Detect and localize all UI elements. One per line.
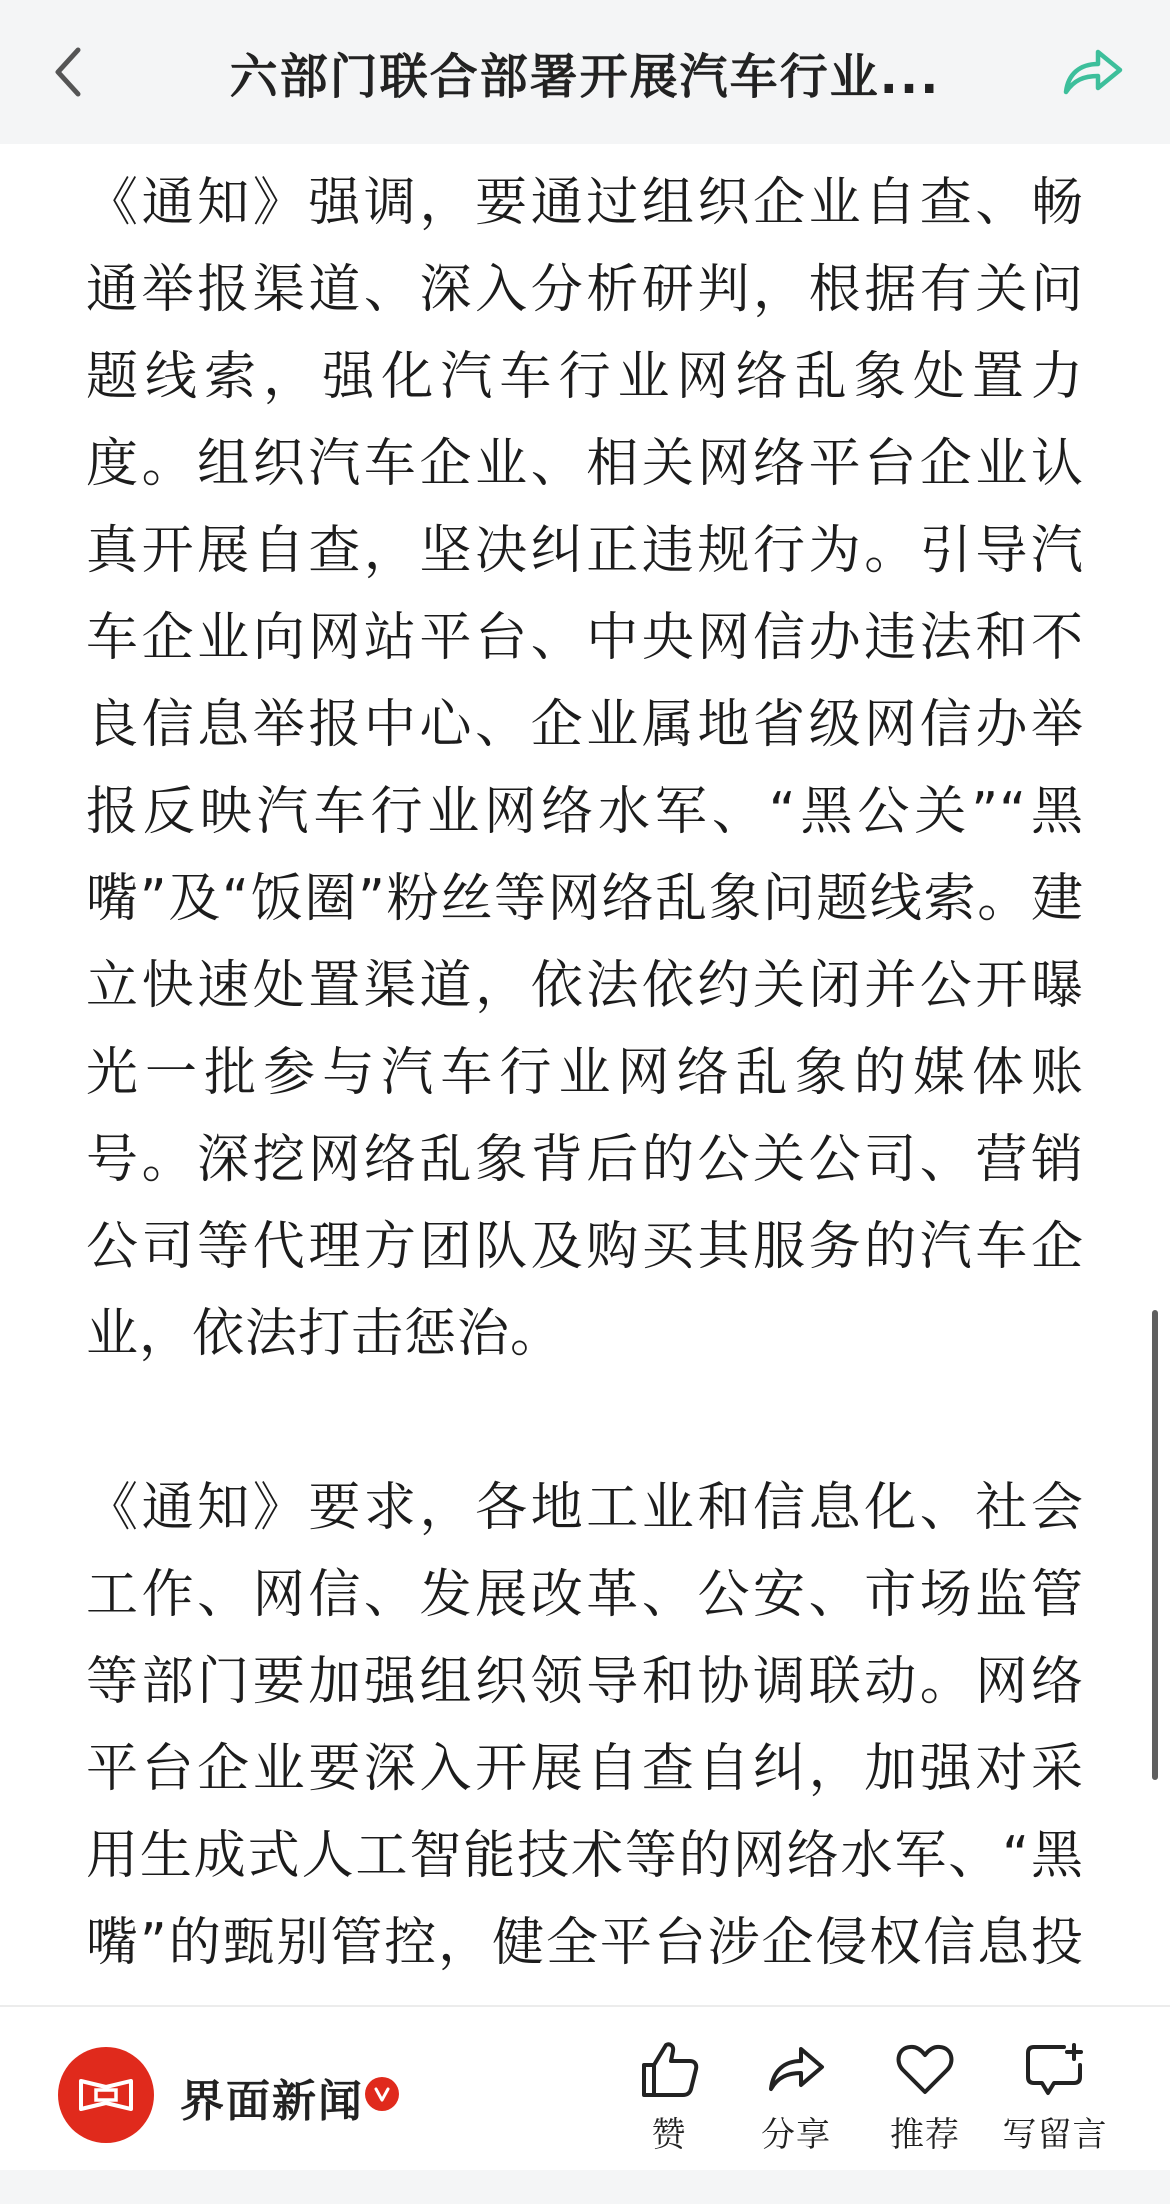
- article-body: [86, 160, 1084, 2000]
- write-comment-button[interactable]: [988, 2037, 1122, 2157]
- chevron-left-icon: [48, 44, 88, 100]
- article-paragraph-2: 《通知》要求，各地工业和信息化、社会工作、网信、发展改革、公安、市场监管等部门要加强组织领导和协调联动。网络平台企业要深入开展自查自纠，加强对采用生成式人工智能技术等的网络水军、“黑嘴”的甄别管控，健全平台涉企侵权信息投: [86, 1478, 1084, 1973]
- source-name[interactable]: 界面新闻: [180, 2076, 364, 2127]
- verified-badge: [365, 2077, 399, 2111]
- share-label: 分享: [761, 2115, 831, 2155]
- back-button[interactable]: [36, 40, 100, 104]
- heart-icon: [893, 2037, 957, 2101]
- top-nav-bar: [0, 0, 1170, 144]
- thumbs-up-icon: [637, 2037, 701, 2101]
- recommend-button[interactable]: [860, 2037, 990, 2157]
- comment-add-icon: [1023, 2037, 1087, 2101]
- share-button[interactable]: [1054, 40, 1130, 104]
- share-icon: [764, 2037, 828, 2101]
- share-action-button[interactable]: [731, 2037, 861, 2157]
- jiemian-logo-icon: [77, 2075, 135, 2115]
- verified-v-icon: [372, 2084, 392, 2104]
- bottom-action-bar: [0, 2005, 1170, 2172]
- source-logo[interactable]: [58, 2047, 154, 2143]
- page-title: 六部门联合部署开展汽车行业...: [229, 48, 941, 105]
- like-button[interactable]: [604, 2037, 734, 2157]
- share-arrow-icon: [1060, 46, 1124, 98]
- like-label: 赞: [651, 2115, 687, 2155]
- article-paragraph-1: 《通知》强调，要通过组织企业自查、畅通举报渠道、深入分析研判，根据有关问题线索，强化汽车行业网络乱象处置力度。组织汽车企业、相关网络平台企业认真开展自查，坚决纠正违规行为。引导汽车企业向网站平台、中央网信办违法和不良信息举报中心、企业属地省级网信办举报反映汽车行业网络水军、“黑公关”“黑嘴”及“饭圈”粉丝等网络乱象问题线索。建立快速处置渠道，依法依约关闭并公开曝光一批参与汽车行业网络乱象的媒体账号。深挖网络乱象背后的公关公司、营销公司等代理方团队及购买其服务的汽车企业，依法打击惩治。: [86, 173, 1084, 1364]
- system-bottom-strip: [0, 2170, 1170, 2204]
- write-comment-label: 写留言: [1002, 2115, 1108, 2155]
- scrollbar[interactable]: [1152, 1310, 1158, 1780]
- recommend-label: 推荐: [890, 2115, 960, 2155]
